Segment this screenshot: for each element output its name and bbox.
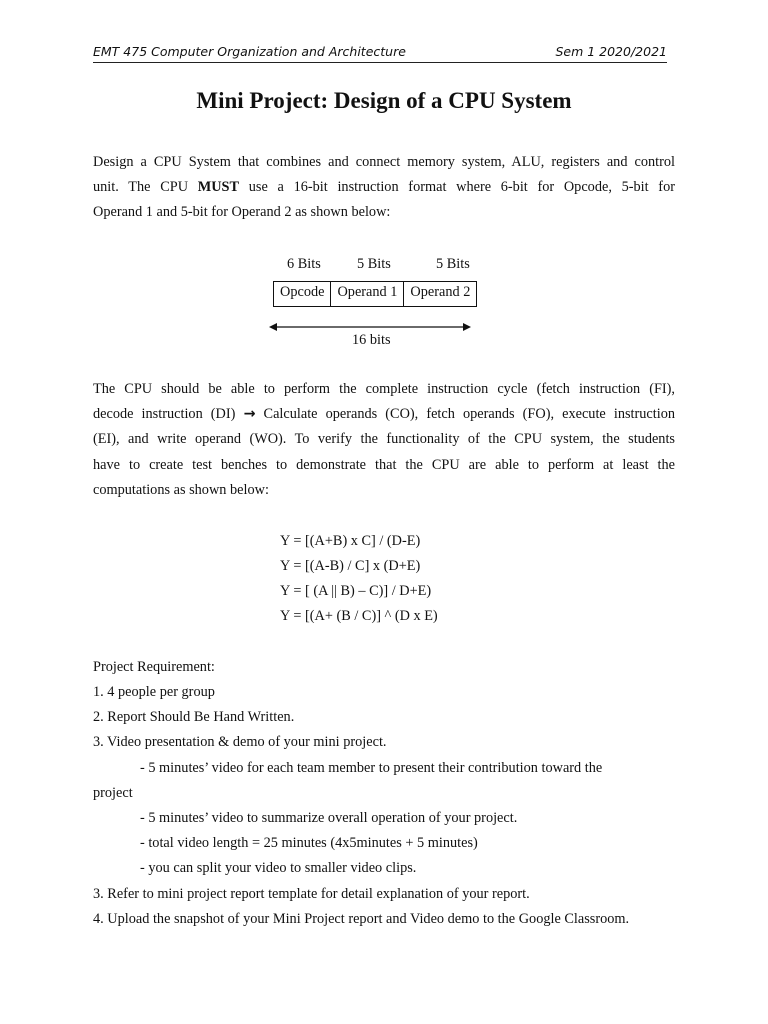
requirement-3-sub-1-cont: project xyxy=(93,785,133,801)
document-title: Mini Project: Design of a CPU System xyxy=(196,88,572,113)
equation-4: Y = [(A+ (B / C)] ^ (D x E) xyxy=(280,608,438,624)
requirement-2: 2. Report Should Be Hand Written. xyxy=(93,709,295,725)
page-header xyxy=(93,44,667,63)
field-operand1: Operand 1 xyxy=(331,282,404,307)
requirements-heading: Project Requirement: xyxy=(93,659,215,675)
field-operand2: Operand 2 xyxy=(404,282,477,307)
intro-line-2: unit. The CPU MUST use a 16-bit instruction format where 6-bit for Opcode, 5-bit for xyxy=(93,179,675,196)
cycle-line-2: decode instruction (DI) → Calculate operands (CO), fetch operands (FO), execute instruction xyxy=(93,406,675,423)
requirement-5: 4. Upload the snapshot of your Mini Project report and Video demo to the Google Classroom. xyxy=(93,911,630,927)
requirement-3-sub-3: - total video length = 25 minutes (4x5minutes + 5 minutes) xyxy=(140,835,478,851)
requirement-3-sub-4: - you can split your video to smaller video clips. xyxy=(140,860,417,876)
equation-2: Y = [(A-B) / C] x (D+E) xyxy=(280,558,421,574)
cycle-paragraph xyxy=(93,377,675,503)
course-name: EMT 475 Computer Organization and Architecture xyxy=(93,44,406,59)
intro-line-3: Operand 1 and 5-bit for Operand 2 as shown below: xyxy=(93,204,391,221)
cycle-line-3: (EI), and write operand (WO). To verify the functionality of the CPU system, the students xyxy=(93,431,675,448)
cycle-line-4: have to create test benches to demonstrate that the CPU are able to perform at least the xyxy=(93,456,675,473)
intro-line-1: Design a CPU System that combines and connect memory system, ALU, registers and control xyxy=(93,154,675,170)
intro-paragraph xyxy=(93,150,675,226)
instruction-format-table xyxy=(273,281,477,307)
requirement-1: 1. 4 people per group xyxy=(93,684,215,700)
requirement-3-sub-1: - 5 minutes’ video for each team member to present their contribution toward the xyxy=(140,760,603,776)
instruction-format-row xyxy=(274,282,477,307)
must-emphasis: MUST xyxy=(197,179,240,196)
cycle-line-1: The CPU should be able to perform the complete instruction cycle (fetch instruction (FI), xyxy=(93,381,675,397)
requirement-3-sub-2: - 5 minutes’ video to summarize overall operation of your project. xyxy=(140,810,518,826)
equation-3: Y = [ (A || B) – C)] / D+E) xyxy=(280,583,432,599)
right-arrow-icon: → xyxy=(243,406,256,423)
requirement-3: 3. Video presentation & demo of your mini project. xyxy=(93,734,387,750)
equation-1: Y = [(A+B) x C] / (D-E) xyxy=(280,533,421,549)
field-opcode: Opcode xyxy=(274,282,331,307)
requirement-4: 3. Refer to mini project report template for detail explanation of your report. xyxy=(93,886,530,902)
bits-label-operand2: 5 Bits xyxy=(436,256,470,272)
bits-label-opcode: 6 Bits xyxy=(287,256,321,272)
semester: Sem 1 2020/2021 xyxy=(555,44,667,59)
total-bits-label: 16 bits xyxy=(352,332,391,348)
bits-label-operand1: 5 Bits xyxy=(357,256,391,272)
cycle-line-5: computations as shown below: xyxy=(93,481,269,498)
